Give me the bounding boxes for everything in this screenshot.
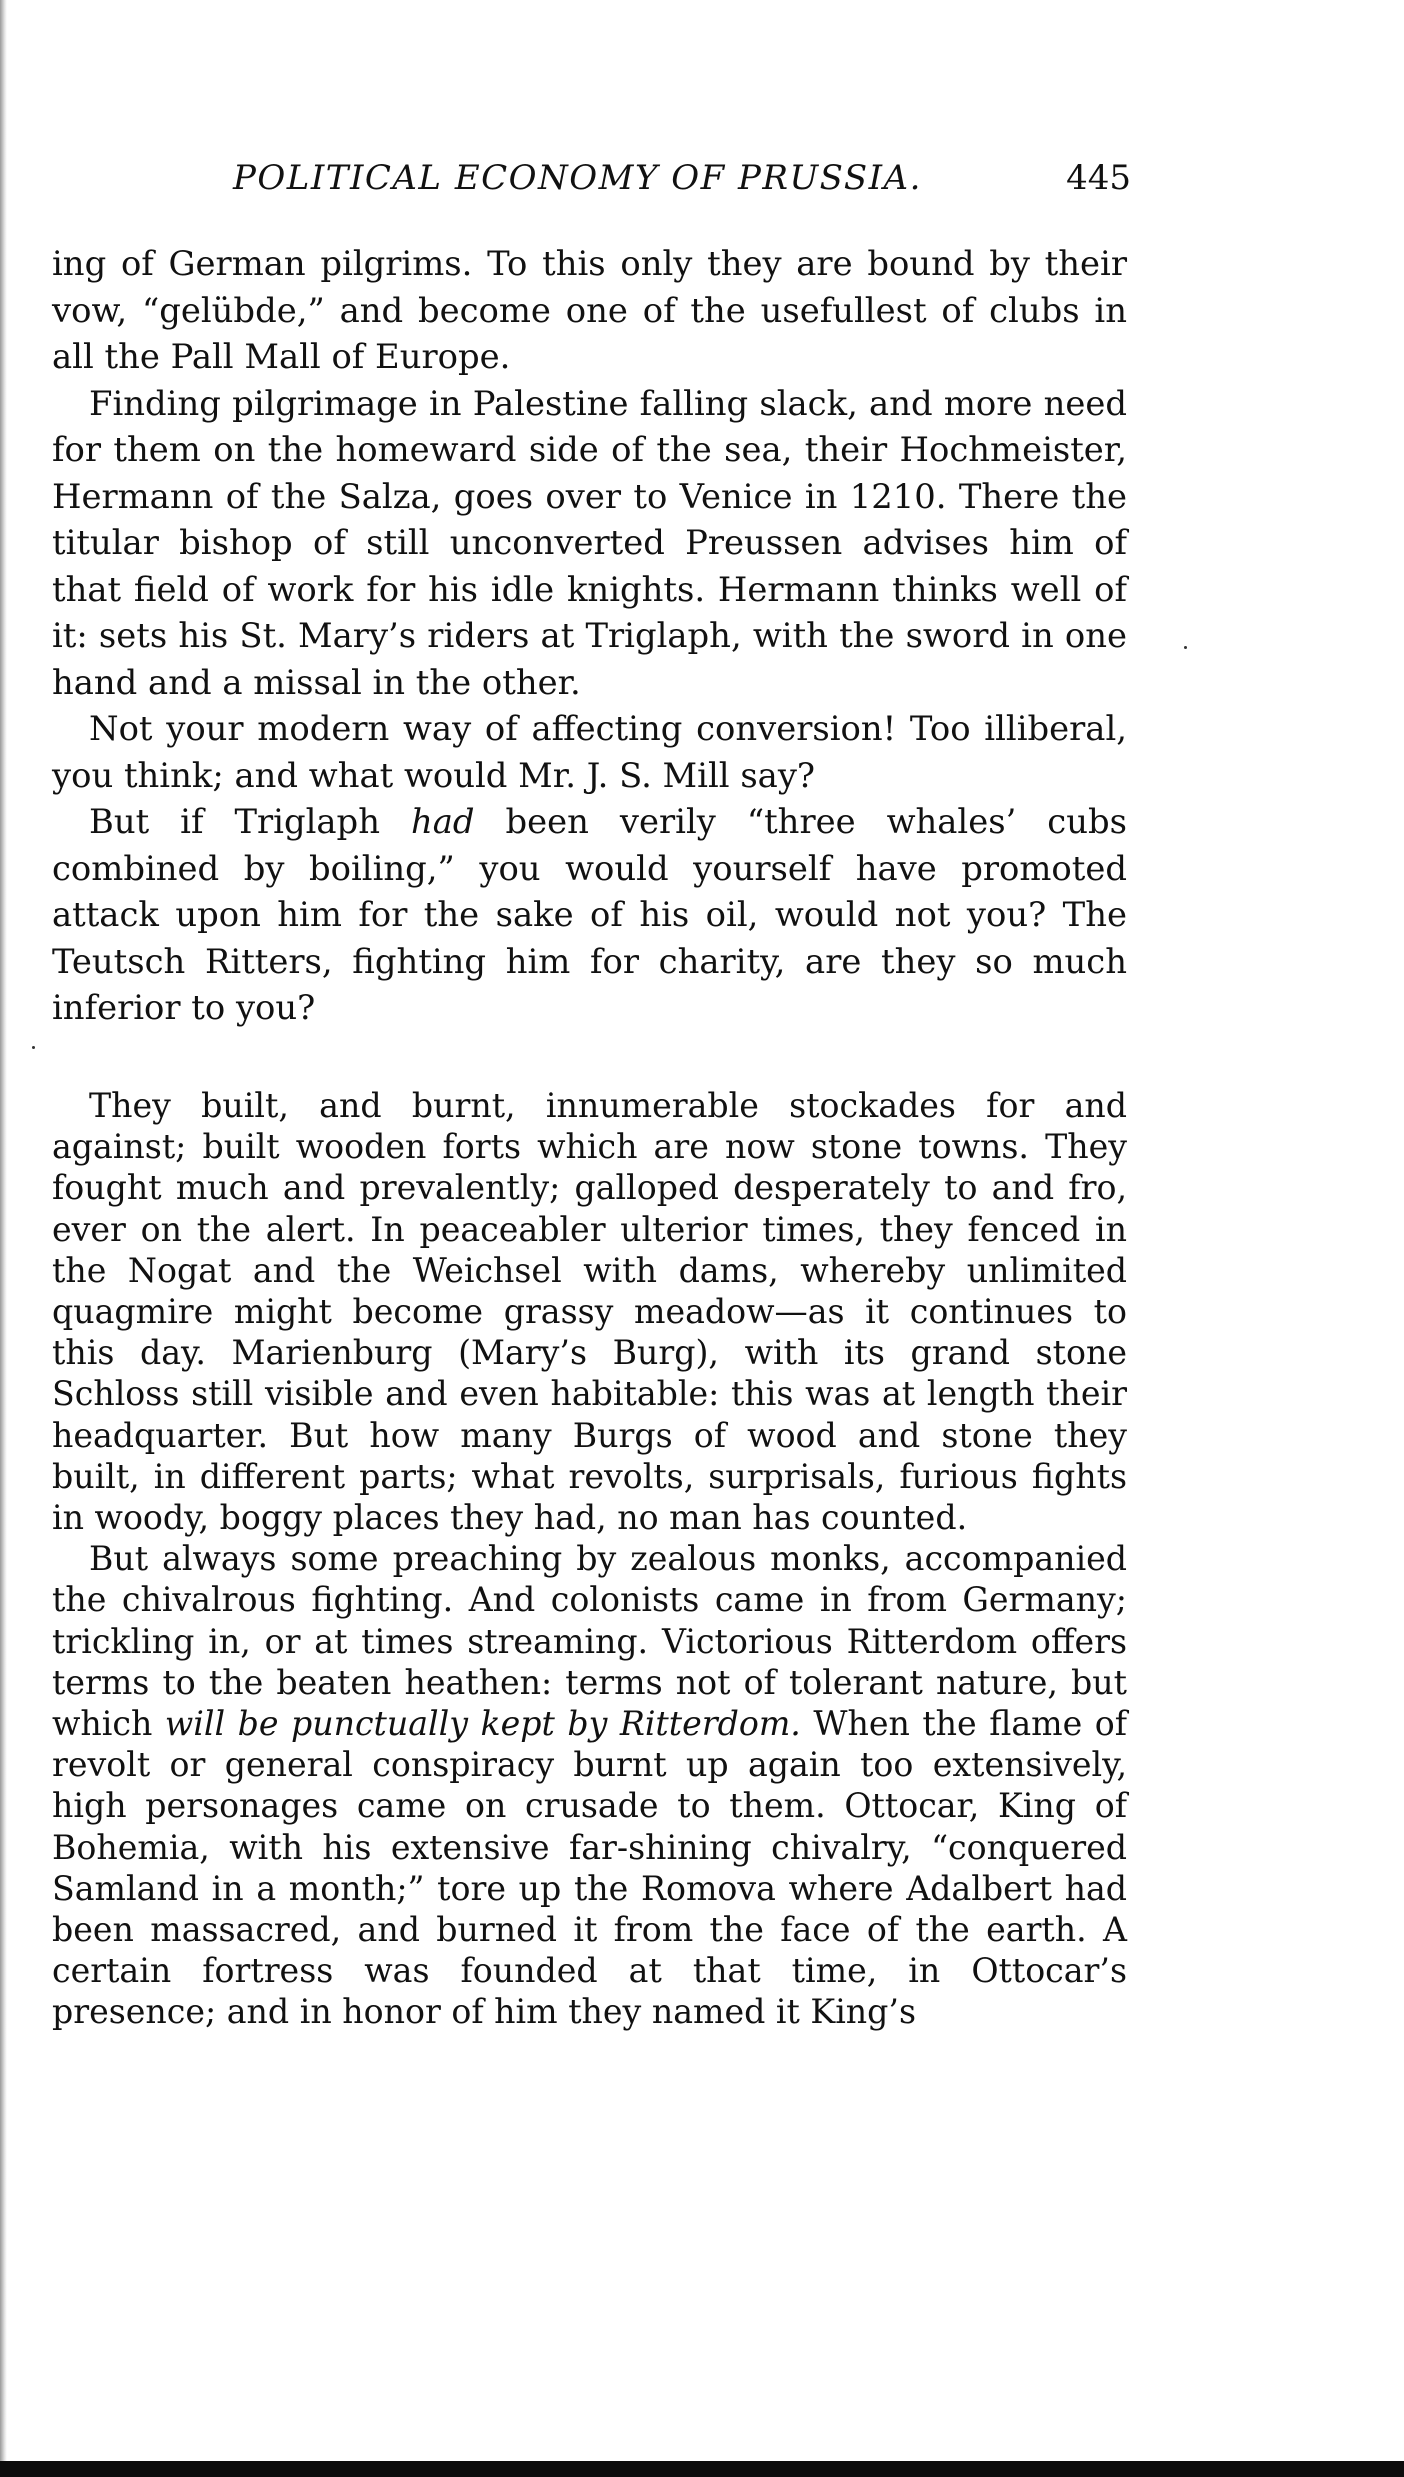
- paragraph-text: But always some preaching by zealous monks, accompanied the chivalrous fighting. And colonists came in from Germany; trickling in, or at times streaming. Victorious Ritterdom offers terms to the beaten heathen: terms not of tolerant nature, but which: [52, 1539, 1127, 1744]
- paragraph-text: When the flame of revolt or general conspiracy burnt up again too extensively, high personages came on crusade to them. Ottocar, King of Bohemia, with his extensive far-shining chivalry, “conquered Samland in a month;” tore up the Romova where Adalbert had been massacred, and burned it from the face of the earth. A certain fortress was founded at that time, in Ottocar’s presence; and in honor of him they named it King’s: [52, 1704, 1127, 2032]
- page-left-edge-shadow: [0, 0, 7, 2477]
- paragraph: Not your modern way of affecting conversion! Too illiberal, you think; and what would Mr. J. S. Mill say?: [52, 709, 1127, 795]
- paragraph-text: But if Triglaph: [89, 802, 380, 841]
- page-number: 445: [1066, 158, 1131, 198]
- text-section-two: [52, 1085, 1127, 2033]
- stray-ink-mark: [1184, 646, 1187, 649]
- paragraph-text: been verily “three whales’ cubs combined by boiling,” you would yourself have promoted attack upon him for the sake of his oil, would not you? The Teutsch Ritters, fighting him for charity, are they so much inferior to you?: [52, 802, 1127, 1027]
- emphasized-text: will be punctually kept by Ritterdom.: [164, 1704, 801, 1744]
- paragraph: ing of German pilgrims. To this only they are bound by their vow, “gelübde,” and become one of the usefullest of clubs in all the Pall Mall of Europe.: [52, 244, 1127, 376]
- running-title: POLITICAL ECONOMY OF PRUSSIA.: [233, 158, 922, 198]
- paragraph: Finding pilgrimage in Palestine falling slack, and more need for them on the homeward side of the sea, their Hochmeister, Hermann of the Salza, goes over to Venice in 1210. There the titular bishop of still unconverted Preussen advises him of that field of work for his idle knights. Hermann thinks well of it: sets his St. Mary’s riders at Triglaph, with the sword in one hand and a missal in the other.: [52, 383, 1127, 702]
- page-header: [233, 158, 1131, 208]
- stray-ink-mark: [32, 1046, 35, 1049]
- text-section-one: [52, 241, 1127, 1032]
- paragraph: [52, 1538, 1127, 2032]
- page-bottom-edge: [0, 2461, 1404, 2477]
- paragraph: [52, 799, 1127, 1032]
- emphasized-text: had: [410, 802, 475, 841]
- paragraph: They built, and burnt, innumerable stockades for and against; built wooden forts which are now stone towns. They fought much and prevalently; galloped desperately to and fro, ever on the alert. In peaceabler ulterior times, they fenced in the Nogat and the Weichsel with dams, whereby unlimited quagmire might become grassy meadow—as it continues to this day. Marienburg (Mary’s Burg), with its grand stone Schloss still visible and even habitable: this was at length their headquarter. But how many Burgs of wood and stone they built, in different parts; what revolts, surprisals, furious fights in woody, boggy places they had, no man has counted.: [52, 1086, 1127, 1538]
